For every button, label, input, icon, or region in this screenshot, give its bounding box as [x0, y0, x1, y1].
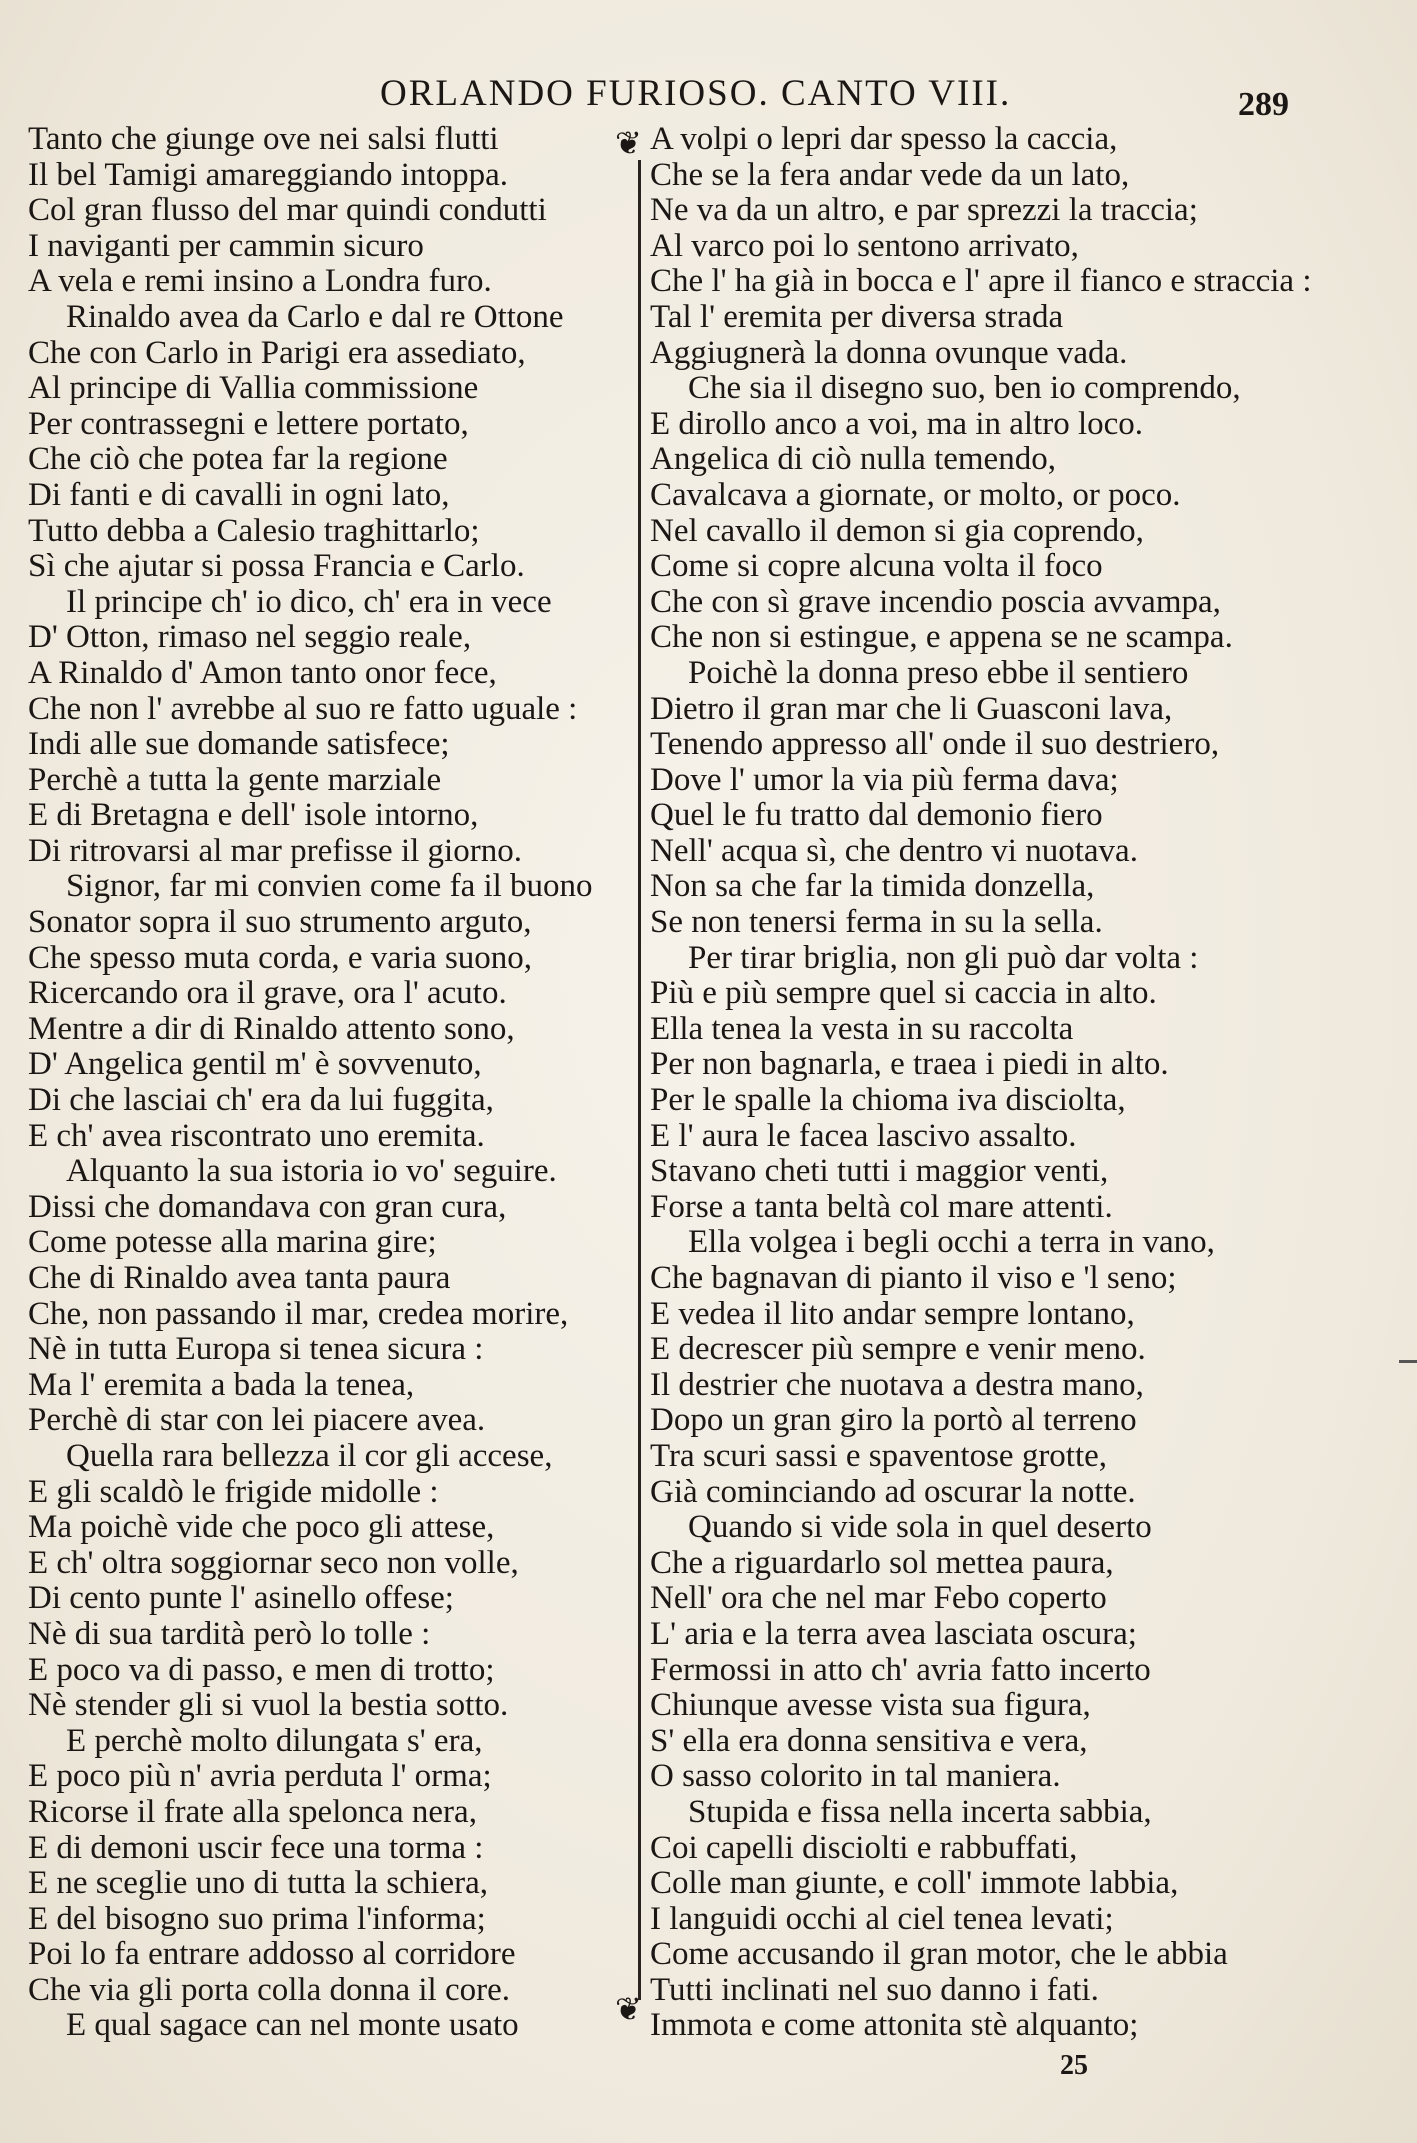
verse-line: Il principe ch' io dico, ch' era in vece [66, 583, 552, 620]
verse-line: Angelica di ciò nulla temendo, [650, 441, 1056, 478]
verse-line: Come potesse alla marina gire; [28, 1224, 437, 1261]
verse-line: D' Otton, rimaso nel seggio reale, [28, 619, 472, 656]
verse-line: Poi lo fa entrare addosso al corridore [28, 1936, 516, 1973]
verse-line: Per contrassegni e lettere portato, [28, 405, 469, 442]
verse-line: Quella rara bellezza il cor gli accese, [66, 1437, 553, 1474]
verse-line: Colle man giunte, e coll' immote labbia, [650, 1865, 1179, 1902]
verse-line: E ne sceglie uno di tutta la schiera, [28, 1865, 489, 1902]
verse-line: Ma poichè vide che poco gli attese, [28, 1509, 495, 1546]
verse-line: Che sia il disegno suo, ben io comprendo, [688, 370, 1241, 407]
verse-line: Signor, far mi convien come fa il buono [66, 868, 593, 905]
verse-line: E di demoni uscir fece una torma : [28, 1829, 484, 1866]
verse-line: Per tirar briglia, non gli può dar volta : [688, 939, 1199, 976]
verse-line: Ricercando ora il grave, ora l' acuto. [28, 975, 507, 1012]
verse-line: Stupida e fissa nella incerta sabbia, [688, 1793, 1152, 1830]
verse-line: E di Bretagna e dell' isole intorno, [28, 797, 479, 834]
verse-line: Che con Carlo in Parigi era assediato, [28, 334, 526, 371]
verse-line: Che di Rinaldo avea tanta paura [28, 1260, 451, 1296]
verse-line: L' aria e la terra avea lasciata oscura; [650, 1615, 1137, 1652]
verse-line: Mentre a dir di Rinaldo attento sono, [28, 1010, 515, 1047]
verse-line: Quel le fu tratto dal demonio fiero [650, 797, 1103, 834]
verse-line: Chiunque avesse vista sua figura, [650, 1687, 1091, 1724]
verse-line: Se non tenersi ferma in su la sella. [650, 904, 1103, 941]
verse-line: Di fanti e di cavalli in ogni lato, [28, 476, 450, 513]
verse-line: E decrescer più sempre e venir meno. [650, 1331, 1146, 1368]
verse-line: Poichè la donna preso ebbe il sentiero [688, 654, 1189, 691]
verse-line: Indi alle sue domande satisfece; [28, 726, 450, 763]
verse-line: E poco va di passo, e men di trotto; [28, 1651, 495, 1688]
right-column [650, 122, 1312, 2044]
verse-line: Quando si vide sola in quel deserto [688, 1509, 1152, 1546]
verse-line: Che a riguardarlo sol mettea paura, [650, 1544, 1114, 1581]
verse-line: Che se la fera andar vede da un lato, [650, 156, 1130, 193]
verse-line: Al varco poi lo sentono arrivato, [650, 227, 1079, 264]
verse-line: Dissi che domandava con gran cura, [28, 1188, 507, 1225]
column-divider-rule [638, 160, 641, 2000]
verse-line: Ma l' eremita a bada la tenea, [28, 1366, 415, 1403]
verse-line: Nè di sua tardità però lo tolle : [28, 1615, 431, 1652]
left-column [28, 122, 593, 2044]
verse-line: Nè stender gli si vuol la bestia sotto. [28, 1687, 509, 1724]
page-number: 289 [1238, 86, 1289, 123]
verse-line: Rinaldo avea da Carlo e dal re Ottone [66, 298, 564, 335]
verse-line: Nell' ora che nel mar Febo coperto [650, 1580, 1107, 1617]
verse-line: Tutto debba a Calesio traghittarlo; [28, 512, 480, 549]
verse-line: Dove l' umor la via più ferma dava; [650, 761, 1119, 798]
verse-line: Nè in tutta Europa si tenea sicura : [28, 1331, 484, 1368]
verse-line: Già cominciando ad oscurar la notte. [650, 1473, 1136, 1510]
verse-line: Che con sì grave incendio poscia avvampa, [650, 583, 1221, 620]
verse-line: E gli scaldò le frigide midolle : [28, 1473, 439, 1510]
verse-line: Dopo un gran giro la portò al terreno [650, 1402, 1137, 1439]
verse-line: Ella tenea la vesta in su raccolta [650, 1010, 1074, 1047]
verse-line: E vedea il lito andar sempre lontano, [650, 1295, 1135, 1332]
verse-line: A vela e remi insino a Londra furo. [28, 263, 492, 300]
verse-line: Tenendo appresso all' onde il suo destriero, [650, 726, 1220, 763]
verse-line: Immota e come attonita stè alquanto; [650, 2007, 1139, 2044]
verse-line: Perchè a tutta la gente marziale [28, 761, 442, 798]
verse-line: Di ritrovarsi al mar prefisse il giorno. [28, 832, 522, 869]
verse-line: Che l' ha già in bocca e l' apre il fianco e straccia : [650, 263, 1312, 300]
verse-line: Che, non passando il mar, credea morire, [28, 1295, 569, 1332]
verse-line: Cavalcava a giornate, or molto, or poco. [650, 476, 1181, 513]
verse-line: S' ella era donna sensitiva e vera, [650, 1722, 1088, 1759]
signature-mark: 25 [1060, 2050, 1088, 2081]
verse-line: Ricorse il frate alla spelonca nera, [28, 1793, 477, 1830]
verse-line: Che non si estingue, e appena se ne scampa. [650, 619, 1233, 656]
verse-line: E perchè molto dilungata s' era, [66, 1722, 483, 1759]
verse-line: Alquanto la sua istoria io vo' seguire. [66, 1153, 557, 1190]
verse-line: Di che lasciai ch' era da lui fuggita, [28, 1082, 494, 1119]
verse-line: Tal l' eremita per diversa strada [650, 298, 1064, 335]
verse-line: Per le spalle la chioma iva disciolta, [650, 1082, 1126, 1119]
verse-line: Perchè di star con lei piacere avea. [28, 1402, 486, 1439]
verse-line: E l' aura le facea lascivo assalto. [650, 1117, 1077, 1154]
running-head-title: ORLANDO FURIOSO. CANTO VIII. [380, 73, 1012, 114]
verse-line: Per non bagnarla, e traea i piedi in alto. [650, 1046, 1169, 1083]
verse-line: I naviganti per cammin sicuro [28, 227, 424, 264]
verse-line: E ch' avea riscontrato uno eremita. [28, 1117, 485, 1154]
verse-line: Nell' acqua sì, che dentro vi nuotava. [650, 832, 1138, 869]
verse-line: Più e più sempre quel si caccia in alto. [650, 975, 1157, 1012]
verse-line: D' Angelica gentil m' è sovvenuto, [28, 1046, 482, 1083]
verse-line: A volpi o lepri dar spesso la caccia, [650, 121, 1118, 157]
verse-line: Che ciò che potea far la regione [28, 441, 448, 478]
verse-line: Che spesso muta corda, e varia suono, [28, 939, 533, 976]
verse-line: Nel cavallo il demon si gia coprendo, [650, 512, 1144, 549]
verse-line: Sì che ajutar si possa Francia e Carlo. [28, 548, 525, 585]
verse-line: A Rinaldo d' Amon tanto onor fece, [28, 654, 497, 691]
verse-line: Ne va da un altro, e par sprezzi la traccia; [650, 192, 1198, 229]
verse-line: Coi capelli disciolti e rabbuffati, [650, 1829, 1078, 1866]
verse-line: Col gran flusso del mar quindi condutti [28, 192, 547, 229]
verse-line: Che via gli porta colla donna il core. [28, 1971, 511, 2008]
verse-line: Che bagnavan di pianto il viso e 'l seno; [650, 1260, 1177, 1296]
verse-line: Dietro il gran mar che li Guasconi lava, [650, 690, 1173, 727]
verse-line: Tutti inclinati nel suo danno i fati. [650, 1971, 1099, 2008]
verse-line: E poco più n' avria perduta l' orma; [28, 1758, 492, 1795]
verse-line: E qual sagace can nel monte usato [66, 2007, 519, 2044]
verse-line: Tanto che giunge ove nei salsi flutti [28, 121, 499, 157]
verse-line: Fermossi in atto ch' avria fatto incerto [650, 1651, 1151, 1688]
fleuron-top-icon: ❦ [615, 125, 642, 161]
verse-line: Sonator sopra il suo strumento arguto, [28, 904, 532, 941]
verse-line: O sasso colorito in tal maniera. [650, 1758, 1061, 1795]
page-edge-mark [1399, 1360, 1417, 1363]
verse-line: Il bel Tamigi amareggiando intoppa. [28, 156, 509, 193]
verse-line: E ch' oltra soggiornar seco non volle, [28, 1544, 519, 1581]
verse-line: Aggiugnerà la donna ovunque vada. [650, 334, 1128, 371]
verse-line: E dirollo anco a voi, ma in altro loco. [650, 405, 1144, 442]
verse-line: I languidi occhi al ciel tenea levati; [650, 1900, 1114, 1937]
verse-line: Al principe di Vallia commissione [28, 370, 479, 407]
verse-line: Ella volgea i begli occhi a terra in vano, [688, 1224, 1215, 1261]
verse-line: Di cento punte l' asinello offese; [28, 1580, 454, 1617]
verse-line: Come si copre alcuna volta il foco [650, 548, 1103, 585]
verse-line: Il destrier che nuotava a destra mano, [650, 1366, 1144, 1403]
verse-line: E del bisogno suo prima l'informa; [28, 1900, 486, 1937]
verse-line: Stavano cheti tutti i maggior venti, [650, 1153, 1109, 1190]
fleuron-bottom-icon: ❦ [615, 1991, 642, 2027]
verse-line: Tra scuri sassi e spaventose grotte, [650, 1437, 1108, 1474]
verse-line: Forse a tanta beltà col mare attenti. [650, 1188, 1113, 1225]
verse-line: Non sa che far la timida donzella, [650, 868, 1095, 905]
verse-line: Che non l' avrebbe al suo re fatto uguale : [28, 690, 578, 727]
verse-line: Come accusando il gran motor, che le abbia [650, 1936, 1228, 1973]
